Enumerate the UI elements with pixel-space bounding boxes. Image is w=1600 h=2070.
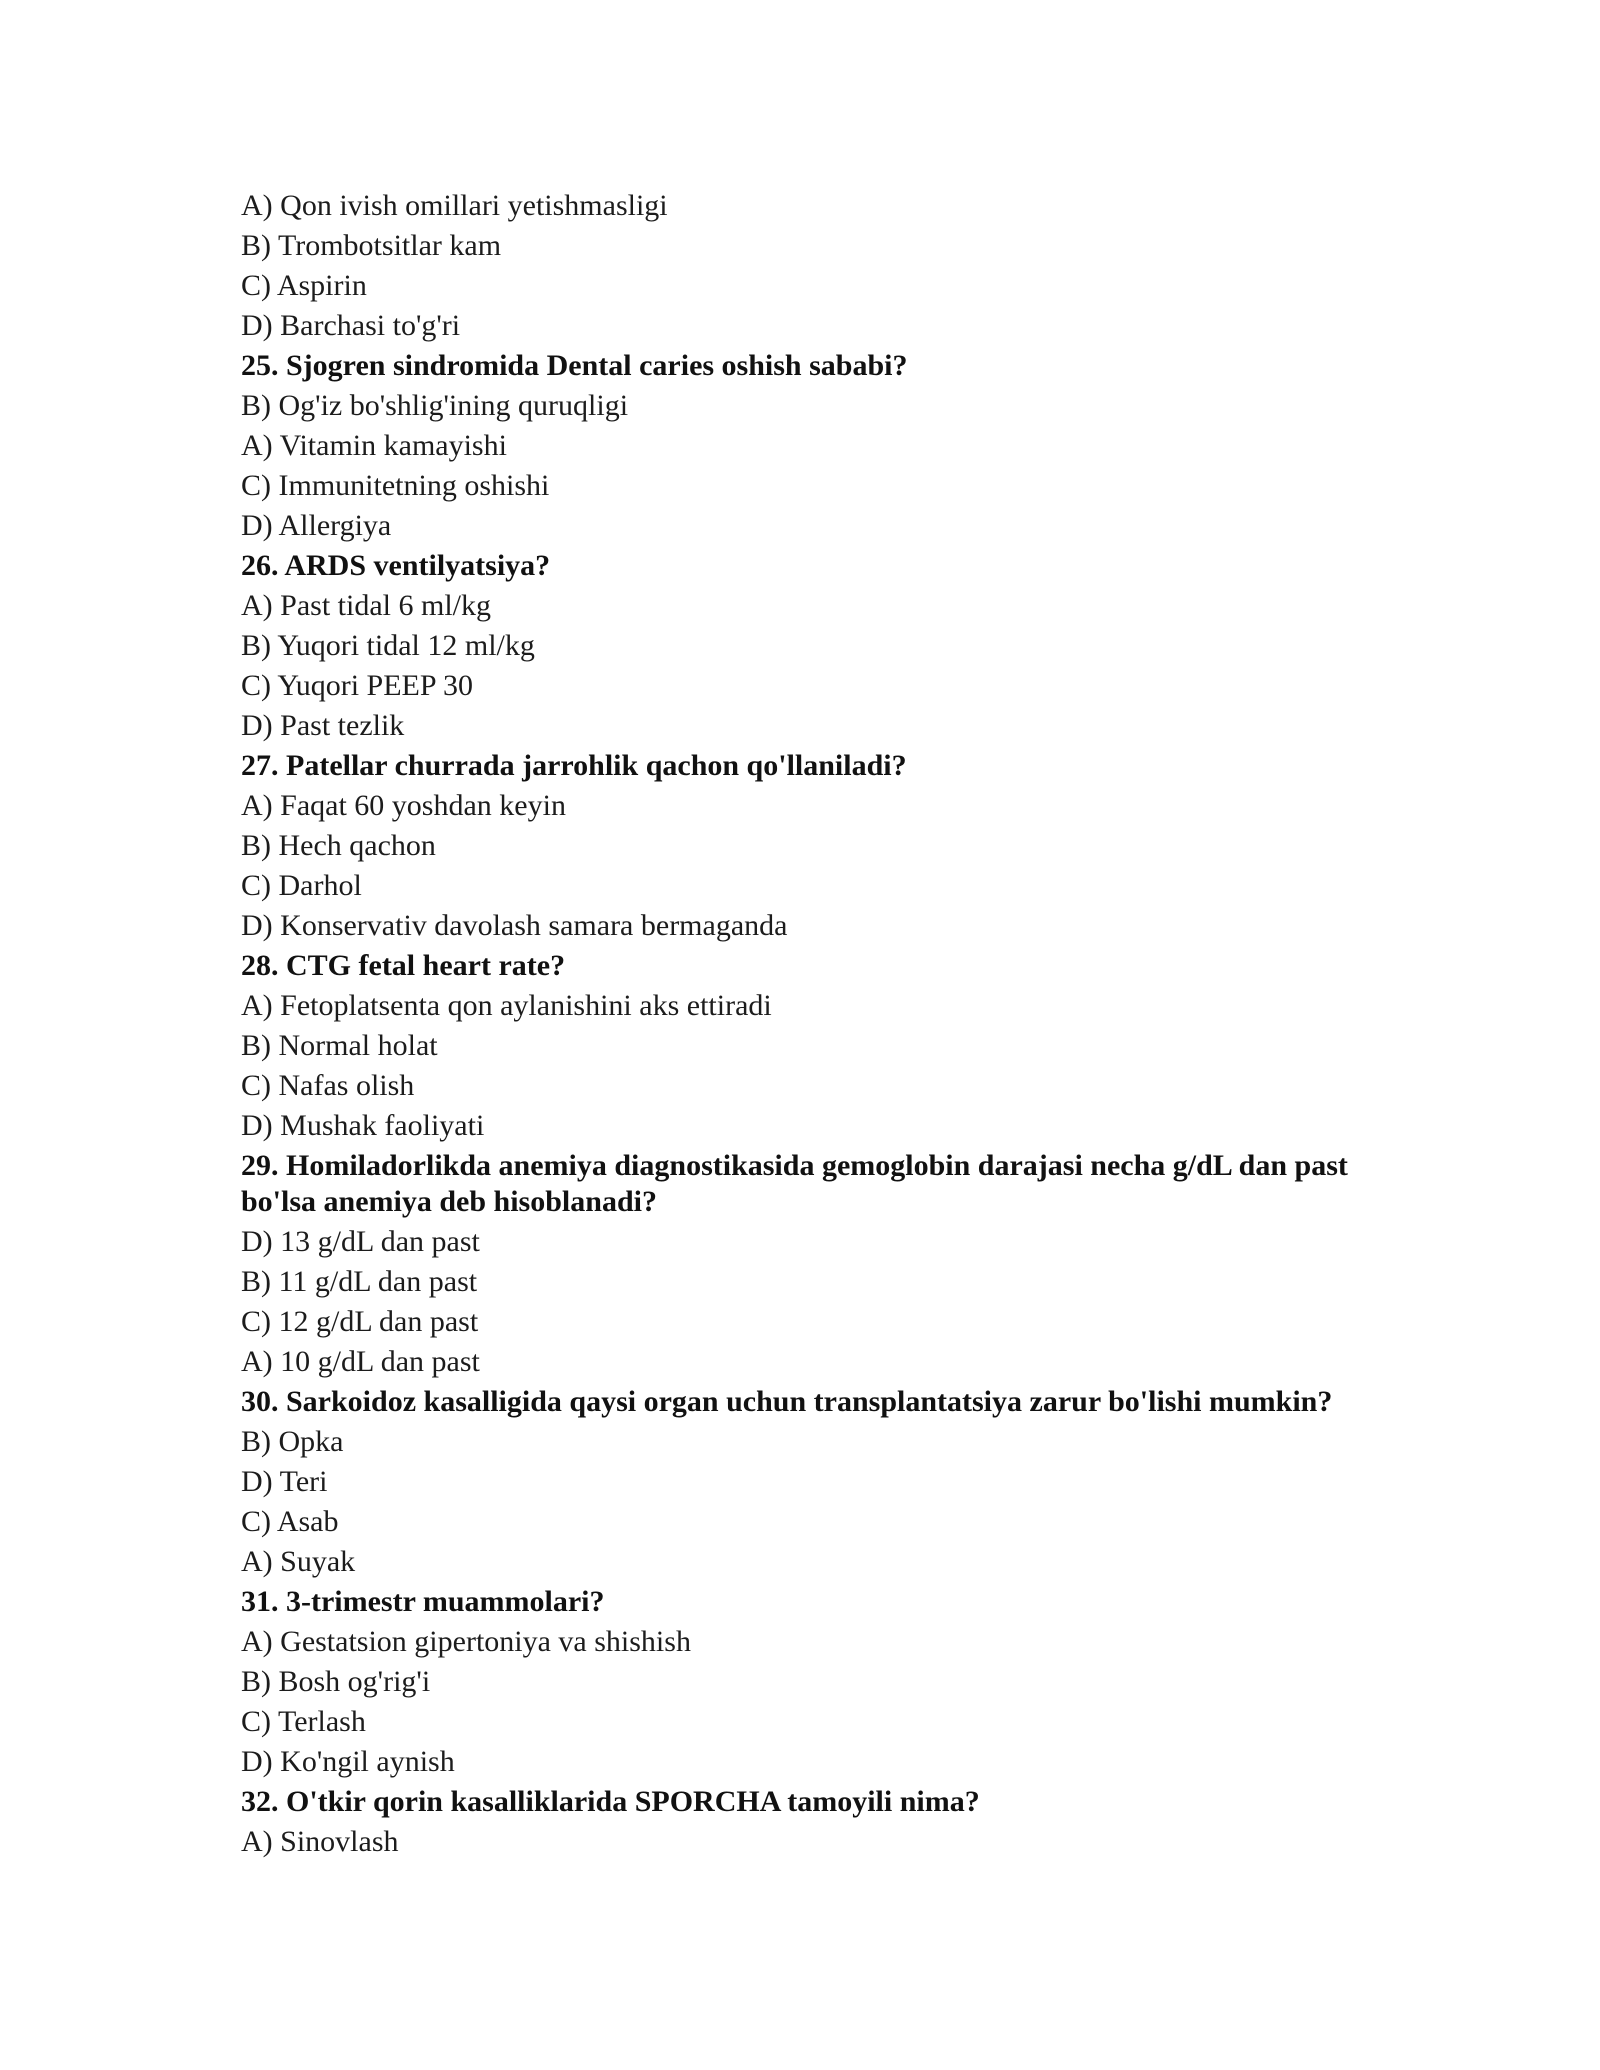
option-line: A) Fetoplatsenta qon aylanishini aks ettiradi (241, 989, 772, 1022)
question-31: 31. 3-trimestr muammolari? (241, 1585, 605, 1618)
question-27: 27. Patellar churrada jarrohlik qachon qo'llaniladi? (241, 749, 907, 782)
option-line: D) Ko'ngil aynish (241, 1745, 455, 1778)
option-line: B) Bosh og'rig'i (241, 1665, 431, 1698)
option-line: B) Normal holat (241, 1029, 438, 1062)
question-25: 25. Sjogren sindromida Dental caries oshish sababi? (241, 349, 908, 382)
option-line: D) Teri (241, 1465, 328, 1498)
option-line: C) Darhol (241, 869, 362, 902)
question-26: 26. ARDS ventilyatsiya? (241, 549, 551, 582)
option-line: D) Past tezlik (241, 709, 405, 742)
option-line: A) Sinovlash (241, 1825, 399, 1858)
option-line: D) Konservativ davolash samara bermaganda (241, 909, 788, 942)
document-content (241, 186, 1421, 1862)
option-line: A) 10 g/dL dan past (241, 1345, 480, 1378)
question-32: 32. O'tkir qorin kasalliklarida SPORCHA tamoyili nima? (241, 1785, 980, 1818)
option-line: A) Vitamin kamayishi (241, 429, 507, 462)
option-line: B) Yuqori tidal 12 ml/kg (241, 629, 535, 662)
option-line: B) Opka (241, 1425, 344, 1458)
option-line: C) Nafas olish (241, 1069, 415, 1102)
option-line: B) Og'iz bo'shlig'ining quruqligi (241, 389, 629, 422)
option-line: A) Gestatsion gipertoniya va shishish (241, 1625, 691, 1658)
question-28: 28. CTG fetal heart rate? (241, 949, 566, 982)
option-line: D) Allergiya (241, 509, 392, 542)
option-line: C) Yuqori PEEP 30 (241, 669, 473, 702)
option-line: D) Mushak faoliyati (241, 1109, 485, 1142)
option-line: C) Immunitetning oshishi (241, 469, 550, 502)
question-29: 29. Homiladorlikda anemiya diagnostikasida gemoglobin darajasi necha g/dL dan past bo'lsa anemiya deb hisoblanadi? (241, 1149, 1348, 1218)
option-line: C) 12 g/dL dan past (241, 1305, 479, 1338)
option-line: A) Past tidal 6 ml/kg (241, 589, 491, 622)
option-line: C) Asab (241, 1505, 339, 1538)
option-line: A) Qon ivish omillari yetishmasligi (241, 189, 668, 222)
option-line: D) Barchasi to'g'ri (241, 309, 461, 342)
option-line: B) Hech qachon (241, 829, 436, 862)
option-line: D) 13 g/dL dan past (241, 1225, 480, 1258)
option-line: B) 11 g/dL dan past (241, 1265, 478, 1298)
option-line: C) Aspirin (241, 269, 367, 302)
option-line: C) Terlash (241, 1705, 366, 1738)
option-line: A) Faqat 60 yoshdan keyin (241, 789, 566, 822)
question-30: 30. Sarkoidoz kasalligida qaysi organ uchun transplantatsiya zarur bo'lishi mumkin? (241, 1385, 1333, 1418)
option-line: A) Suyak (241, 1545, 356, 1578)
option-line: B) Trombotsitlar kam (241, 229, 502, 262)
